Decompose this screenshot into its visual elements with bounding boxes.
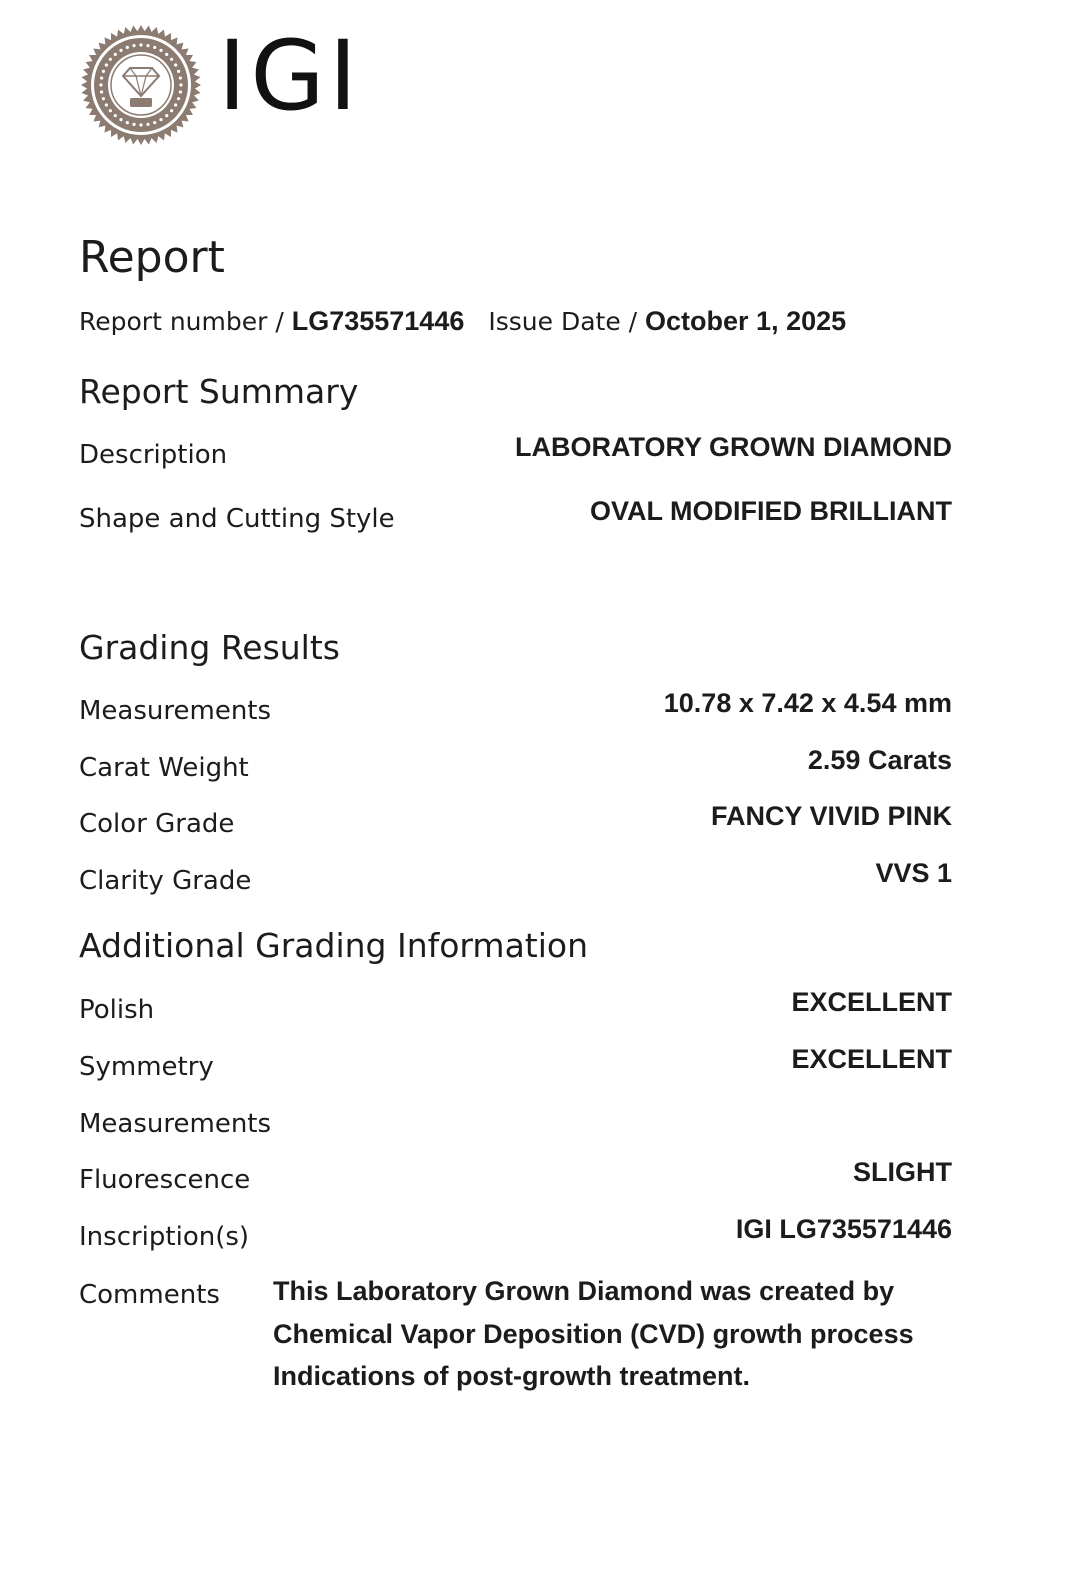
summary-row-shape bbox=[79, 496, 952, 544]
row-label: Fluorescence bbox=[79, 1165, 251, 1195]
row-value: SLIGHT bbox=[853, 1157, 952, 1187]
comments-line: Chemical Vapor Deposition (CVD) growth process bbox=[273, 1318, 914, 1349]
grading-row-carat bbox=[79, 745, 952, 793]
comments-label: Comments bbox=[79, 1280, 220, 1310]
igi-logo bbox=[80, 20, 380, 148]
page-title: Report bbox=[79, 232, 225, 283]
comments-text bbox=[273, 1270, 953, 1398]
row-value: EXCELLENT bbox=[791, 987, 952, 1017]
igi-seal-icon bbox=[80, 24, 202, 146]
report-meta bbox=[79, 306, 846, 337]
issue-date-label: Issue Date / bbox=[488, 307, 646, 336]
igi-wordmark: IGI bbox=[218, 20, 362, 132]
row-value: LABORATORY GROWN DIAMOND bbox=[515, 432, 952, 462]
row-value: 2.59 Carats bbox=[807, 745, 952, 775]
grading-row-clarity bbox=[79, 858, 952, 906]
grading-row-color bbox=[79, 801, 952, 849]
row-label: Measurements bbox=[79, 696, 272, 726]
row-value: FANCY VIVID PINK bbox=[710, 801, 952, 831]
row-value: OVAL MODIFIED BRILLIANT bbox=[590, 496, 952, 526]
comments-line: Indications of post-growth treatment. bbox=[273, 1361, 750, 1391]
row-label: Measurements bbox=[79, 1109, 272, 1139]
additional-row-symmetry bbox=[79, 1044, 952, 1092]
issue-date-value: October 1, 2025 bbox=[645, 306, 847, 336]
row-label: Polish bbox=[79, 995, 155, 1025]
row-value: VVS 1 bbox=[875, 858, 952, 888]
row-value: IGI LG735571446 bbox=[735, 1214, 952, 1244]
additional-row-inscription bbox=[79, 1214, 952, 1262]
row-value: EXCELLENT bbox=[791, 1044, 952, 1074]
row-value: 10.78 x 7.42 x 4.54 mm bbox=[663, 688, 952, 718]
row-label: Shape and Cutting Style bbox=[79, 504, 395, 534]
row-label: Clarity Grade bbox=[79, 866, 252, 896]
row-label: Description bbox=[79, 440, 228, 470]
row-label: Color Grade bbox=[79, 809, 235, 839]
section-title-summary: Report Summary bbox=[79, 372, 359, 411]
row-label: Symmetry bbox=[79, 1052, 214, 1082]
grading-row-measurements bbox=[79, 688, 952, 736]
section-title-grading: Grading Results bbox=[79, 628, 340, 667]
section-title-additional: Additional Grading Information bbox=[79, 926, 589, 965]
summary-row-description bbox=[79, 432, 952, 480]
additional-row-polish bbox=[79, 987, 952, 1035]
row-label: Inscription(s) bbox=[79, 1222, 250, 1252]
row-label: Carat Weight bbox=[79, 753, 249, 783]
additional-row-measurements bbox=[79, 1109, 952, 1149]
report-number-label: Report number / bbox=[79, 307, 292, 336]
report-number-value: LG735571446 bbox=[291, 306, 465, 336]
additional-row-fluorescence bbox=[79, 1157, 952, 1205]
comments-line: This Laboratory Grown Diamond was created by bbox=[273, 1276, 895, 1306]
